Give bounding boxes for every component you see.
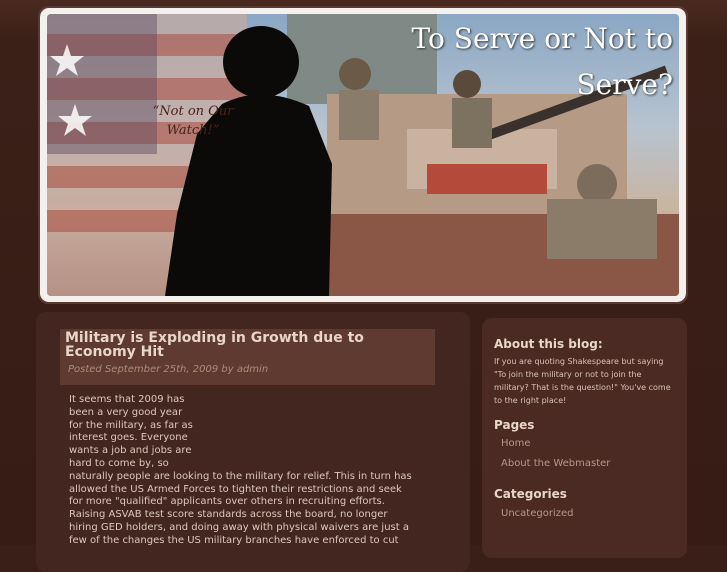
post-body-line: It seems that 2009 has bbox=[69, 394, 185, 405]
sidebar-link-about-webmaster[interactable]: About the Webmaster bbox=[501, 458, 611, 469]
post-body-line: allowed the US Armed Forces to tighten their restrictions and seek bbox=[69, 483, 402, 495]
post-body-line: for more "qualified" applicants over others in recruiting efforts. bbox=[69, 496, 385, 508]
sidebar-link-home[interactable]: Home bbox=[501, 438, 531, 449]
sidebar-pages-heading: Pages bbox=[494, 418, 535, 432]
post-title-link[interactable]: Military is Exploding in Growth due to Economy Hit bbox=[65, 330, 364, 360]
sidebar-link-uncategorized[interactable]: Uncategorized bbox=[501, 508, 574, 519]
post-body-line: been a very good year bbox=[69, 406, 183, 418]
post-body-line: for the military, as far as bbox=[69, 419, 193, 431]
post-body bbox=[69, 394, 427, 548]
post-body-line: hard to come by, so bbox=[69, 457, 169, 469]
sidebar-categories-heading: Categories bbox=[494, 487, 567, 501]
post-body-line: hiring GED holders, and doing away with physical waivers are just a bbox=[69, 521, 409, 533]
post-body-line: wants a job and jobs are bbox=[69, 445, 192, 457]
site-title[interactable]: To Serve or Not to Serve? bbox=[411, 22, 673, 101]
sidebar-about-text: If you are quoting Shakespeare but saying "To join the military or not to join the military? That is the question!" You've come to the right place! bbox=[494, 357, 671, 405]
post-body-line: Raising ASVAB test score standards across the board, no longer bbox=[69, 509, 388, 521]
sidebar-about-heading: About this blog: bbox=[494, 337, 603, 351]
post-body-line: few of the changes the US military branches have enforced to cut bbox=[69, 534, 399, 546]
post-body-line: interest goes. Everyone bbox=[69, 432, 188, 444]
post-meta: Posted September 25th, 2009 by admin bbox=[68, 364, 269, 375]
header-banner-image bbox=[47, 14, 679, 296]
post-body-line: naturally people are looking to the military for relief. This in turn has bbox=[69, 470, 412, 482]
site-tagline: “Not on Our Watch!” bbox=[152, 104, 234, 138]
